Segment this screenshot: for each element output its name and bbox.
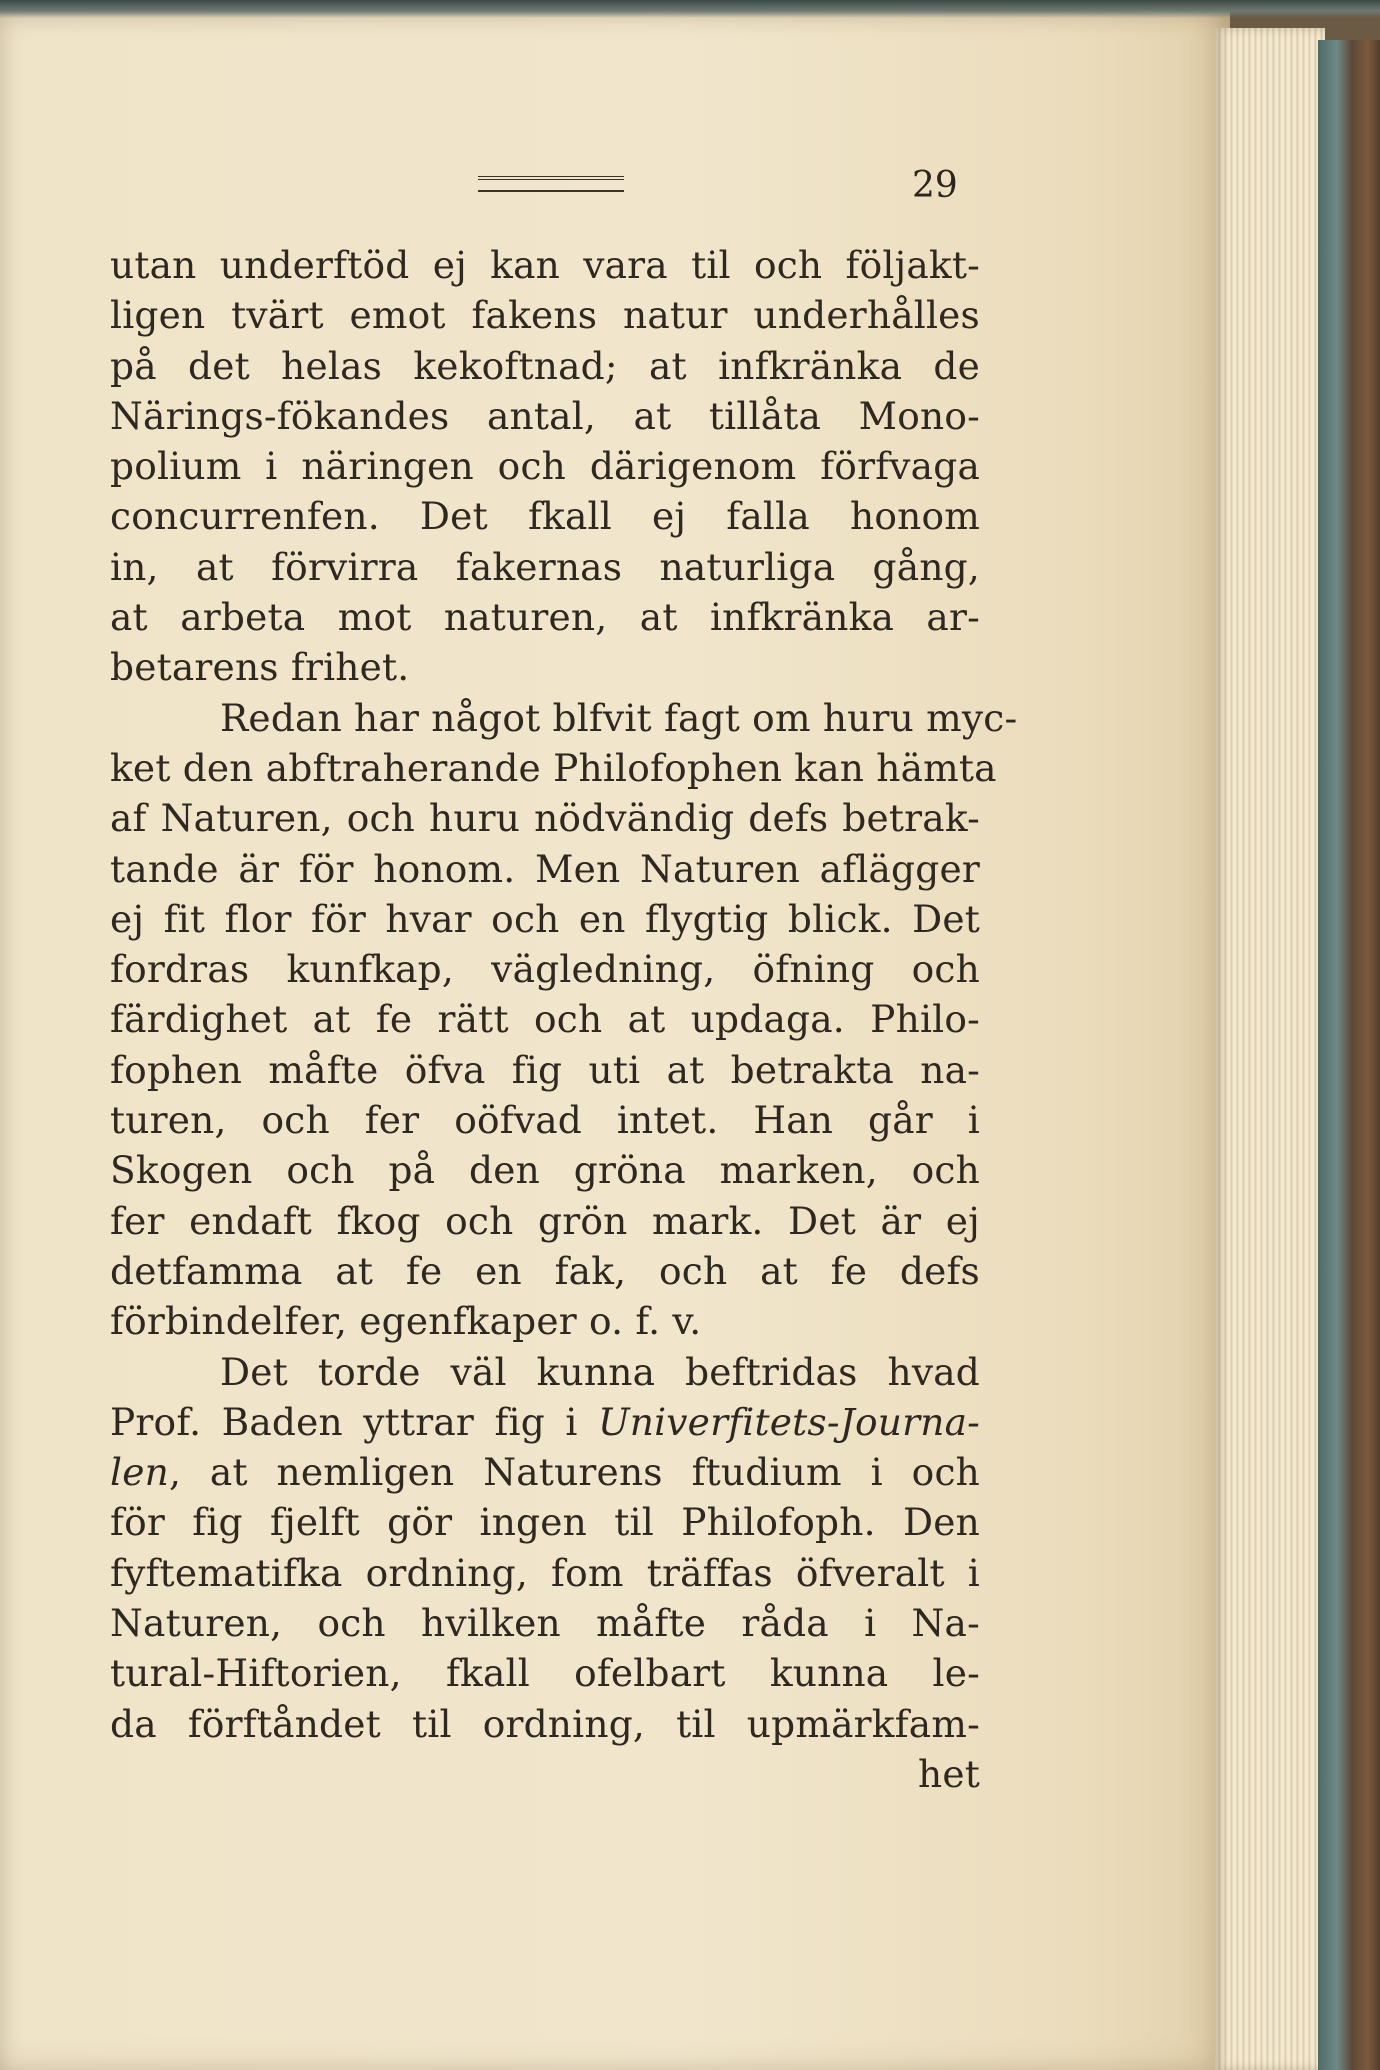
italic-title: Univerfitets-Journa- xyxy=(597,1399,980,1444)
text-line: betarens frihet. xyxy=(110,645,410,690)
text-line: ket den abftraherande Philofophen kan hämta xyxy=(110,745,997,790)
text-line: da förftåndet til ordning, til upmärkfam- xyxy=(110,1701,980,1746)
text-line: ligen tvärt emot fakens natur underhålles xyxy=(110,293,980,338)
text-line: fophen måfte öfva fig uti at betrakta na- xyxy=(110,1047,980,1092)
italic-title: len xyxy=(110,1450,169,1495)
text-line: het xyxy=(917,1751,980,1796)
text-line: för fig fjelft gör ingen til Philofoph. Den xyxy=(110,1500,980,1545)
text-line: turen, och fer oöfvad intet. Han går i xyxy=(110,1098,980,1143)
text-line: at arbeta mot naturen, at infkränka ar- xyxy=(110,595,980,640)
text-segment: , at nemligen Naturens ftudium i och xyxy=(168,1450,980,1495)
text-line: fer endaft fkog och grön mark. Det är ej xyxy=(110,1198,980,1243)
text-line: af Naturen, och huru nödvändig defs betrak- xyxy=(110,796,980,841)
header-rule xyxy=(478,176,624,192)
text-segment: Prof. Baden yttrar fig i xyxy=(110,1399,598,1444)
text-line xyxy=(110,1397,980,1447)
text-line: tande är för honom. Men Naturen aflägger xyxy=(110,846,980,891)
text-line: utan underftöd ej kan vara til och följakt- xyxy=(110,243,980,287)
text-line: Skogen och på den gröna marken, och xyxy=(110,1148,980,1193)
text-line: Naturen, och hvilken måfte råda i Na- xyxy=(110,1601,980,1646)
body-text xyxy=(110,240,1018,1799)
text-line: på det helas kekoftnad; at infkränka de xyxy=(110,343,980,388)
text-line: detfamma at fe en fak, och at fe defs xyxy=(110,1248,980,1293)
text-line: concurrenfen. Det fkall ej falla honom xyxy=(110,494,980,539)
text-line: Redan har något blfvit fagt om huru myc- xyxy=(220,695,1018,740)
text-line: fyftematifka ordning, fom träffas öfveralt i xyxy=(110,1550,980,1595)
text-line: Det torde väl kunna beftridas hvad xyxy=(220,1349,980,1394)
text-line: Närings-fökandes antal, at tillåta Mono- xyxy=(110,393,980,438)
text-line: tural-Hiftorien, fkall ofelbart kunna le- xyxy=(110,1651,980,1696)
book-top-edge xyxy=(0,0,1380,18)
book-cover-board xyxy=(1318,40,1380,2070)
page-number: 29 xyxy=(912,165,958,206)
text-line: polium i näringen och därigenom förfvaga xyxy=(110,444,980,489)
text-line: förbindelfer, egenfkaper o. f. v. xyxy=(110,1299,702,1344)
text-line: färdighet at fe rätt och at updaga. Philo- xyxy=(110,997,980,1042)
text-line xyxy=(110,1447,980,1497)
text-line: ej fit flor för hvar och en flygtig blick. Det xyxy=(110,896,980,941)
text-line: in, at förvirra fakernas naturliga gång, xyxy=(110,544,980,589)
text-line: fordras kunfkap, vägledning, öfning och xyxy=(110,947,980,992)
page-edges xyxy=(1215,28,1325,2070)
